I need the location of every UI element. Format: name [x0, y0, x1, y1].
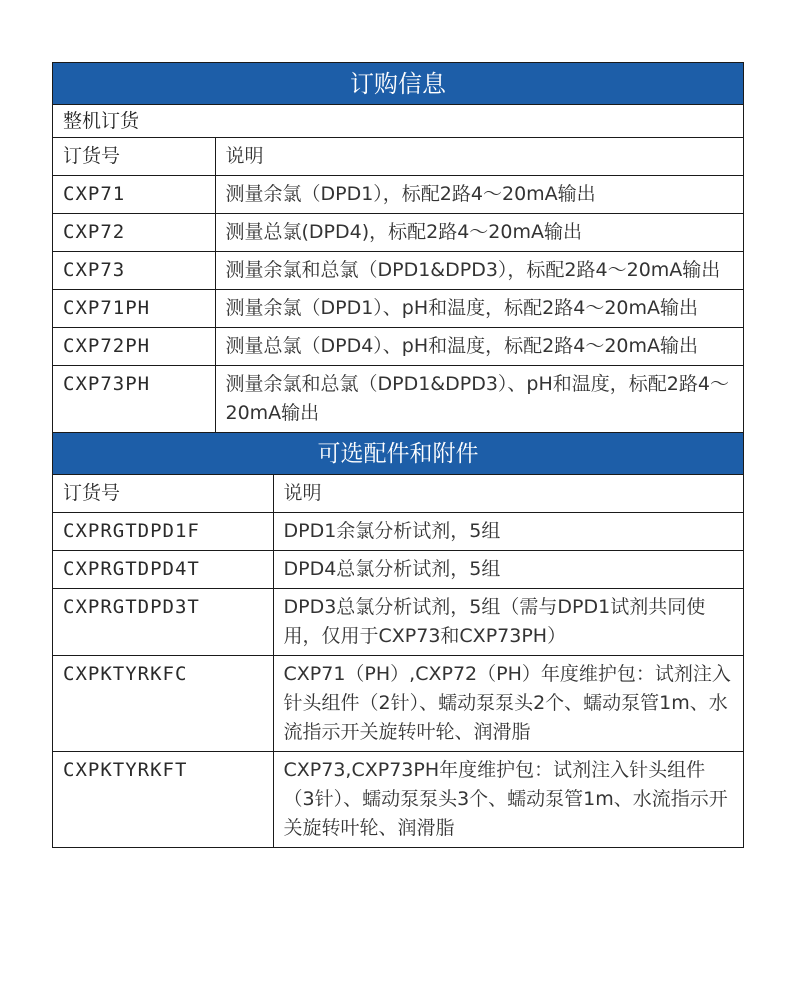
accessory-desc: DPD1余氯分析试剂，5组 — [273, 513, 743, 551]
order-code: CXP73 — [53, 252, 215, 290]
table-row — [53, 328, 743, 366]
subtitle-complete-unit: 整机订货 — [53, 104, 743, 137]
accessory-code: CXPRGTDPD1F — [53, 513, 273, 551]
table-row — [53, 752, 743, 848]
table-row — [53, 214, 743, 252]
table-row — [53, 513, 743, 551]
table-row — [53, 656, 743, 752]
header-code: 订货号 — [53, 475, 273, 513]
order-code: CXP72 — [53, 214, 215, 252]
header-code: 订货号 — [53, 138, 215, 176]
order-desc: 测量余氯和总氯（DPD1&DPD3），标配2路4～20mA输出 — [215, 252, 743, 290]
table-header-row — [53, 475, 743, 513]
order-code: CXP73PH — [53, 366, 215, 433]
table-row — [53, 551, 743, 589]
order-desc: 测量总氯（DPD4）、pH和温度，标配2路4～20mA输出 — [215, 328, 743, 366]
header-desc: 说明 — [215, 138, 743, 176]
section-title-ordering: 订购信息 — [53, 62, 743, 104]
accessory-code: CXPKTYRKFT — [53, 752, 273, 848]
accessory-desc: DPD3总氯分析试剂，5组（需与DPD1试剂共同使用，仅用于CXP73和CXP73PH） — [273, 589, 743, 656]
accessory-code: CXPKTYRKFC — [53, 656, 273, 752]
header-desc: 说明 — [273, 475, 743, 513]
accessory-desc: CXP71（PH）,CXP72（PH）年度维护包：试剂注入针头组件（2针）、蠕动泵泵头2个、蠕动泵管1m、水流指示开关旋转叶轮、润滑脂 — [273, 656, 743, 752]
accessory-desc: DPD4总氯分析试剂，5组 — [273, 551, 743, 589]
table-row — [53, 290, 743, 328]
table-row — [53, 366, 743, 433]
ordering-sheet — [52, 62, 744, 848]
order-code: CXP71 — [53, 176, 215, 214]
order-desc: 测量余氯和总氯（DPD1&DPD3）、pH和温度，标配2路4～20mA输出 — [215, 366, 743, 433]
ordering-table — [53, 137, 743, 432]
accessories-table — [53, 474, 743, 847]
table-row — [53, 252, 743, 290]
order-desc: 测量余氯（DPD1）、pH和温度，标配2路4～20mA输出 — [215, 290, 743, 328]
order-code: CXP72PH — [53, 328, 215, 366]
table-header-row — [53, 138, 743, 176]
accessory-code: CXPRGTDPD3T — [53, 589, 273, 656]
accessory-code: CXPRGTDPD4T — [53, 551, 273, 589]
order-desc: 测量总氯(DPD4)，标配2路4～20mA输出 — [215, 214, 743, 252]
table-row — [53, 176, 743, 214]
section-title-accessories: 可选配件和附件 — [53, 432, 743, 474]
order-desc: 测量余氯（DPD1），标配2路4～20mA输出 — [215, 176, 743, 214]
order-code: CXP71PH — [53, 290, 215, 328]
table-row — [53, 589, 743, 656]
accessory-desc: CXP73,CXP73PH年度维护包：试剂注入针头组件（3针）、蠕动泵泵头3个、蠕动泵管1m、水流指示开关旋转叶轮、润滑脂 — [273, 752, 743, 848]
